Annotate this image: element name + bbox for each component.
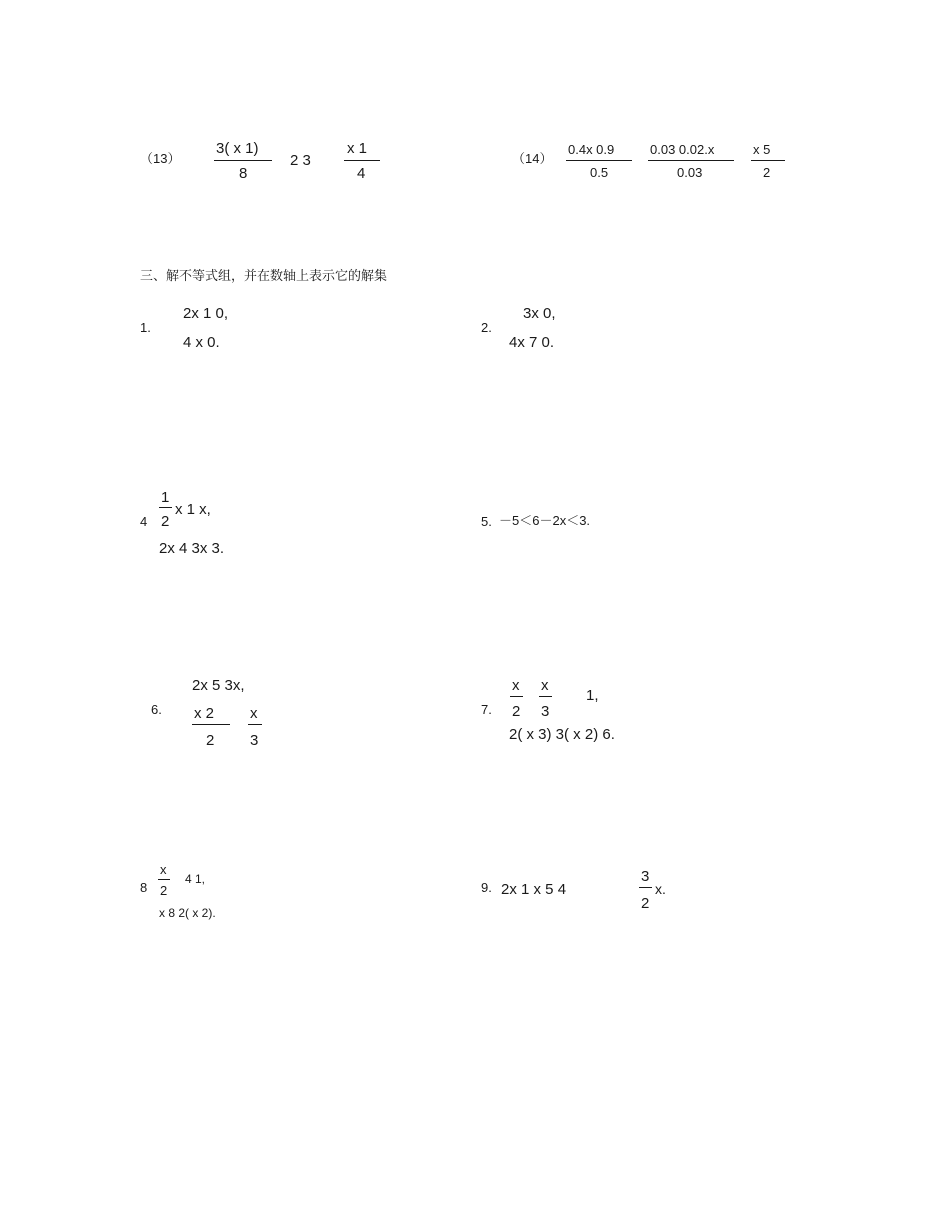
q5-expression: －5＜6－2x＜3. — [499, 513, 591, 528]
p13-numerator-2: x 1 — [347, 140, 368, 157]
problem-13-label: （13） — [140, 151, 181, 166]
q9-fraction-numerator: 3 — [641, 868, 650, 885]
q4-fraction-denominator: 2 — [161, 513, 170, 530]
q2-line-1: 3x 0, — [523, 305, 556, 322]
p14-denominator-2: 0.03 — [677, 165, 703, 180]
q4-label: 4 — [140, 514, 148, 529]
q6-numerator-1: x 2 — [194, 705, 215, 722]
p14-denominator-1: 0.5 — [590, 165, 609, 180]
section-heading: 三、解不等式组，并在数轴上表示它的解集 — [140, 269, 388, 284]
q8-fraction-bar — [158, 879, 170, 880]
p13-denominator-2: 4 — [357, 165, 366, 182]
q7-line-2: 2( x 3) 3( x 2) 6. — [509, 726, 615, 743]
q8-fraction-denominator: 2 — [160, 883, 168, 898]
q7-numerator-2: x — [541, 677, 549, 694]
p14-fraction-bar-2 — [648, 160, 734, 161]
q6-line-1: 2x 5 3x, — [192, 677, 245, 694]
problem-14-label: （14） — [512, 151, 553, 166]
p13-denominator-1: 8 — [239, 165, 248, 182]
p14-numerator-1: 0.4x 0.9 — [568, 142, 615, 157]
q4-line-2: 2x 4 3x 3. — [159, 540, 225, 557]
q5-label: 5. — [481, 514, 492, 529]
q6-numerator-2: x — [250, 705, 258, 722]
q7-fraction-bar-1 — [510, 696, 523, 697]
q7-denominator-1: 2 — [512, 703, 521, 720]
q2-line-2: 4x 7 0. — [509, 334, 555, 351]
q9-fraction-denominator: 2 — [641, 895, 650, 912]
p13-fraction-bar-1 — [214, 160, 272, 161]
q2-label: 2. — [481, 320, 492, 335]
p13-middle-terms: 2 3 — [290, 152, 311, 169]
q7-label: 7. — [481, 702, 492, 717]
q6-denominator-2: 3 — [250, 732, 259, 749]
q8-fraction-numerator: x — [160, 862, 167, 877]
p13-numerator-1: 3( x 1) — [216, 140, 259, 157]
q8-line-1-rest: 4 1, — [185, 872, 206, 886]
q8-line-2: x 8 2( x 2). — [159, 906, 216, 920]
q1-line-1: 2x 1 0, — [183, 305, 229, 322]
q1-line-2: 4 x 0. — [183, 334, 220, 351]
q9-expression: 2x 1 x 5 4 — [501, 881, 567, 898]
q7-denominator-2: 3 — [541, 703, 550, 720]
p14-fraction-bar-3 — [751, 160, 785, 161]
q7-numerator-1: x — [512, 677, 520, 694]
q6-fraction-bar-2 — [248, 724, 262, 725]
q4-fraction-bar — [159, 507, 172, 508]
q6-denominator-1: 2 — [206, 732, 215, 749]
q9-fraction-bar — [639, 887, 652, 888]
p14-denominator-3: 2 — [763, 165, 771, 180]
q4-line-1-rest: x 1 x, — [175, 501, 211, 518]
q7-line-1-rest: 1, — [586, 687, 599, 704]
q1-label: 1. — [140, 320, 151, 335]
q9-label: 9. — [481, 880, 492, 895]
p14-fraction-bar-1 — [566, 160, 632, 161]
p13-fraction-bar-2 — [344, 160, 380, 161]
q4-fraction-numerator: 1 — [161, 489, 170, 506]
p14-numerator-3: x 5 — [753, 142, 771, 157]
q7-fraction-bar-2 — [539, 696, 552, 697]
q6-fraction-bar-1 — [192, 724, 230, 725]
q6-label: 6. — [151, 702, 162, 717]
p14-numerator-2: 0.03 0.02.x — [650, 142, 715, 157]
q9-tail: x. — [655, 881, 666, 897]
q8-label: 8 — [140, 880, 148, 895]
